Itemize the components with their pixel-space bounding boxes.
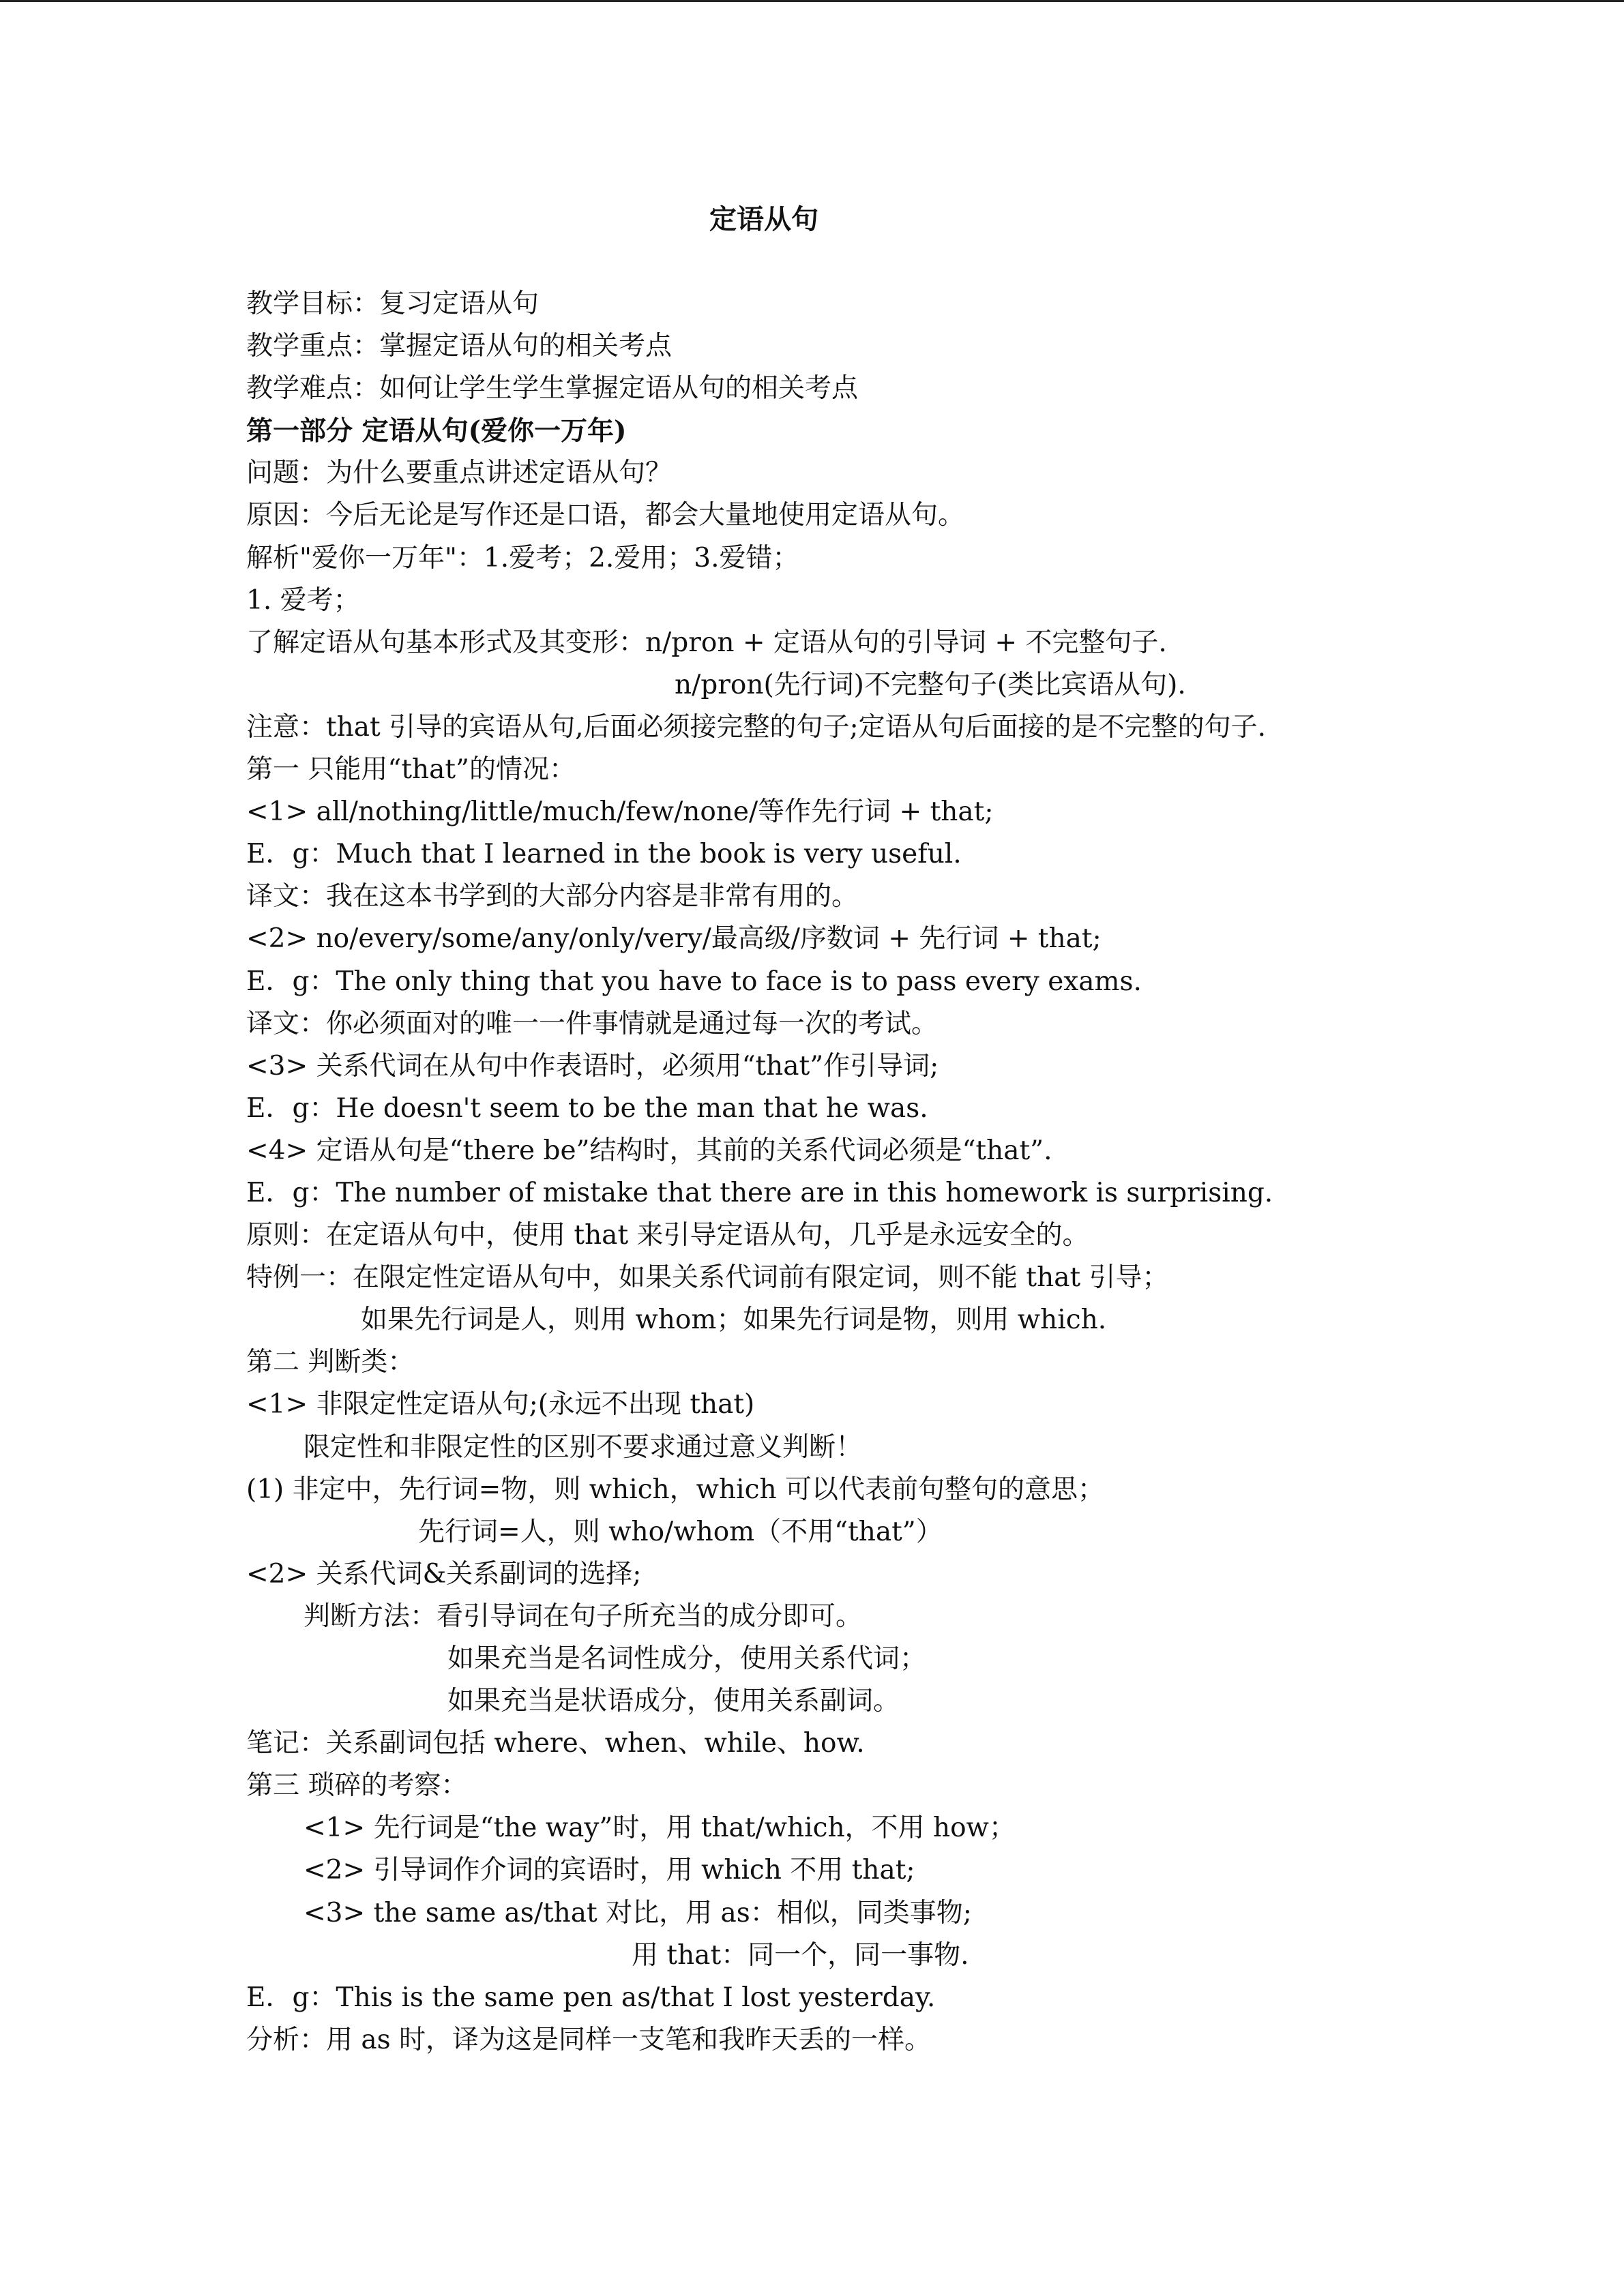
text-line: E．g：Much that I learned in the book is very useful. — [246, 839, 962, 870]
text-line: 译文：你必须面对的唯一一件事情就是通过每一次的考试。 — [246, 1008, 939, 1039]
text-line: <2> 引导词作介词的宾语时，用 which 不用 that; — [304, 1855, 915, 1886]
document-title: 定语从句 — [709, 203, 818, 235]
text-line: 用 that：同一个，同一事物. — [632, 1939, 969, 1971]
document-body — [246, 283, 1542, 2061]
text-line: E．g：He doesn't seem to be the man that he was. — [246, 1092, 928, 1124]
text-line: 分析：用 as 时，译为这是同样一支笔和我昨天丢的一样。 — [246, 2024, 932, 2055]
text-line: 如果充当是状语成分，使用关系副词。 — [447, 1686, 900, 1717]
text-line: 第二 判断类： — [246, 1347, 415, 1378]
text-line: 第一 只能用“that”的情况： — [246, 754, 576, 786]
text-line: 教学目标：复习定语从句 — [246, 288, 540, 319]
text-line: 如果充当是名词性成分，使用关系代词； — [447, 1643, 927, 1674]
text-line: <1> 先行词是“the way”时，用 that/which，不用 how； — [304, 1813, 1016, 1844]
text-line: 先行词=人，则 who/whom（不用“that”） — [418, 1516, 943, 1547]
text-line: 解析"爱你一万年"：1.爱考；2.爱用；3.爱错； — [246, 542, 799, 573]
text-line: E．g：The only thing that you have to face is to pass every exams. — [246, 966, 1142, 997]
text-line: 问题：为什么要重点讲述定语从句？ — [246, 458, 673, 489]
text-line: <2> no/every/some/any/only/very/最高级/序数词 + 先行词 + that; — [246, 923, 1102, 955]
section-heading: 第一部分 定语从句(爱你一万年) — [246, 415, 627, 447]
text-line: <2> 关系代词&关系副词的选择; — [246, 1558, 642, 1590]
text-line: 笔记：关系副词包括 where、when、while、how. — [246, 1728, 865, 1759]
text-line: <1> all/nothing/little/much/few/none/等作先行词 + that; — [246, 796, 994, 828]
text-line: E．g：This is the same pen as/that I lost yesterday. — [246, 1982, 936, 2013]
text-line: 注意：that 引导的宾语从句,后面必须接完整的句子;定语从句后面接的是不完整的句子. — [246, 711, 1267, 743]
text-line: 限定性和非限定性的区别不要求通过意义判断！ — [304, 1431, 863, 1463]
top-border-rule — [0, 0, 1624, 2]
text-line: n/pron(先行词)不完整句子(类比宾语从句). — [675, 669, 1186, 700]
text-line: 教学重点：掌握定语从句的相关考点 — [246, 331, 673, 362]
text-line: <3> the same as/that 对比，用 as：相似，同类事物; — [304, 1897, 972, 1928]
text-line: 特例一：在限定性定语从句中，如果关系代词前有限定词，则不能 that 引导； — [246, 1262, 1169, 1294]
text-line: <3> 关系代词在从句中作表语时，必须用“that”作引导词; — [246, 1050, 939, 1082]
text-line: E．g：The number of mistake that there are in this homework is surprising. — [246, 1177, 1273, 1208]
text-line: 1. 爱考； — [246, 584, 360, 616]
text-line: <1> 非限定性定语从句;(永远不出现 that) — [246, 1389, 755, 1420]
text-line: 原因：今后无论是写作还是口语，都会大量地使用定语从句。 — [246, 500, 965, 531]
text-line: (1) 非定中，先行词=物，则 which，which 可以代表前句整句的意思； — [246, 1474, 1104, 1505]
text-line: 教学难点：如何让学生学生掌握定语从句的相关考点 — [246, 373, 859, 404]
text-line: 如果先行词是人，则用 whom；如果先行词是物，则用 which. — [361, 1304, 1107, 1336]
text-line: 译文：我在这本书学到的大部分内容是非常有用的。 — [246, 881, 859, 912]
text-line: <4> 定语从句是“there be”结构时，其前的关系代词必须是“that”. — [246, 1135, 1052, 1166]
text-line: 原则：在定语从句中，使用 that 来引导定语从句，几乎是永远安全的。 — [246, 1220, 1089, 1251]
text-line: 了解定语从句基本形式及其变形：n/pron + 定语从句的引导词 + 不完整句子. — [246, 627, 1167, 658]
text-line: 第三 琐碎的考察： — [246, 1770, 468, 1802]
text-line: 判断方法：看引导词在句子所充当的成分即可。 — [304, 1600, 863, 1632]
